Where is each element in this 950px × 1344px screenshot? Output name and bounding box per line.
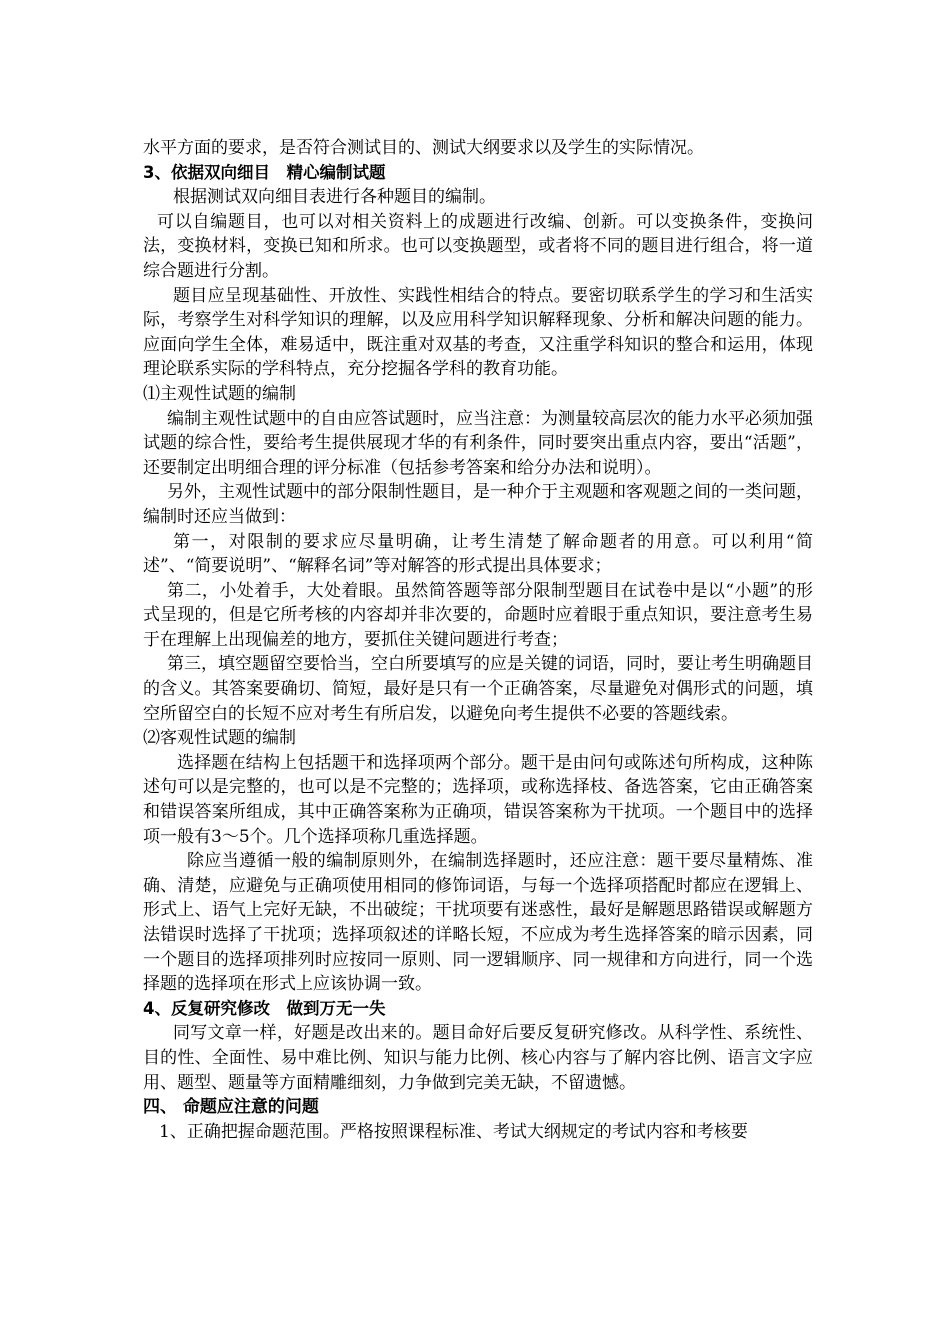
paragraph: 编制主观性试题中的自由应答试题时，应当注意：为测量较高层次的能力水平必须加强试题的综合性，要给考生提供展现才华的有利条件，同时要突出重点内容，要出“活题”，还要制定出明细合理的评分标准（包括参考答案和给分办法和说明）。 [143, 408, 813, 478]
section-heading-4: 4、反复研究修改 做到万无一失 [143, 998, 386, 1018]
chapter-heading-4: 四、 命题应注意的问题 [143, 1097, 319, 1118]
paragraph-continuation: 水平方面的要求，是否符合测试目的、测试大纲要求以及学生的实际情况。 [143, 138, 704, 158]
subsection-heading-2: ⑵客观性试题的编制 [143, 728, 296, 749]
paragraph: 第三，填空题留空要恰当，空白所要填写的应是关键的词语，同时，要让考生明确题目的含义。其答案要确切、简短，最好是只有一个正确答案，尽量避免对偶形式的问题，填空所留空白的长短不应对考生有所启发，以避免向考生提供不必要的答题线索。 [143, 654, 813, 724]
paragraph: 第一，对限制的要求应尽量明确，让考生清楚了解命题者的用意。可以利用“简述”、“简要说明”、“解释名词”等对解答的形式提出具体要求； [143, 531, 813, 577]
paragraph: 1、正确把握命题范围。严格按照课程标准、考试大纲规定的考试内容和考核要 [159, 1121, 748, 1142]
paragraph: 同写文章一样，好题是改出来的。题目命好后要反复研究修改。从科学性、系统性、目的性、全面性、易中难比例、知识与能力比例、核心内容与了解内容比例、语言文字应用、题型、题量等方面精雕细刻，力争做到完美无缺，不留遗憾。 [143, 1023, 813, 1093]
paragraph: 除应当遵循一般的编制原则外，在编制选择题时，还应注意：题干要尽量精炼、准确、清楚，应避免与正确项使用相同的修饰词语，与每一个选择项搭配时都应在逻辑上、形式上、语气上完好无缺，不出破绽；干扰项要有迷惑性，最好是解题思路错误或解题方法错误时选择了干扰项；选择项叙述的详略长短，不应成为考生选择答案的暗示因素，同一个题目的选择项排列时应按同一原则、同一逻辑顺序、同一规律和方向进行，同一个选择题的选择项在形式上应该协调一致。 [143, 851, 813, 995]
paragraph: 可以自编题目，也可以对相关资料上的成题进行改编、创新。可以变换条件，变换问法，变换材料，变换已知和所求。也可以变换题型，或者将不同的题目进行组合，将一道综合题进行分割。 [143, 211, 813, 281]
subsection-heading-1: ⑴主观性试题的编制 [143, 383, 296, 404]
paragraph: 题目应呈现基础性、开放性、实践性相结合的特点。要密切联系学生的学习和生活实际，考察学生对科学知识的理解，以及应用科学知识解释现象、分析和解决问题的能力。应面向学生全体，难易适中，既注重对双基的考查，又注重学科知识的整合和运用，体现理论联系实际的学科特点，充分挖掘各学科的教育功能。 [143, 285, 813, 380]
paragraph: 根据测试双向细目表进行各种题目的编制。 [173, 187, 496, 208]
paragraph: 选择题在结构上包括题干和选择项两个部分。题干是由问句或陈述句所构成，这种陈述句可以是完整的，也可以是不完整的；选择项，或称选择枝、备选答案，它由正确答案和错误答案所组成，其中正确答案称为正确项，错误答案称为干扰项。一个题目中的选择项一般有3～5个。几个选择项称几重选择题。 [143, 752, 813, 847]
paragraph: 第二，小处着手，大处着眼。虽然简答题等部分限制型题目在试卷中是以“小题”的形式呈现的，但是它所考核的内容却并非次要的，命题时应着眼于重点知识，要注意考生易于在理解上出现偏差的地方，要抓住关键问题进行考查； [143, 580, 813, 650]
paragraph: 另外，主观性试题中的部分限制性题目，是一种介于主观题和客观题之间的一类问题，编制时还应当做到： [143, 482, 813, 527]
document-body [143, 136, 813, 1144]
section-heading-3: 3、依据双向细目 精心编制试题 [143, 162, 386, 182]
